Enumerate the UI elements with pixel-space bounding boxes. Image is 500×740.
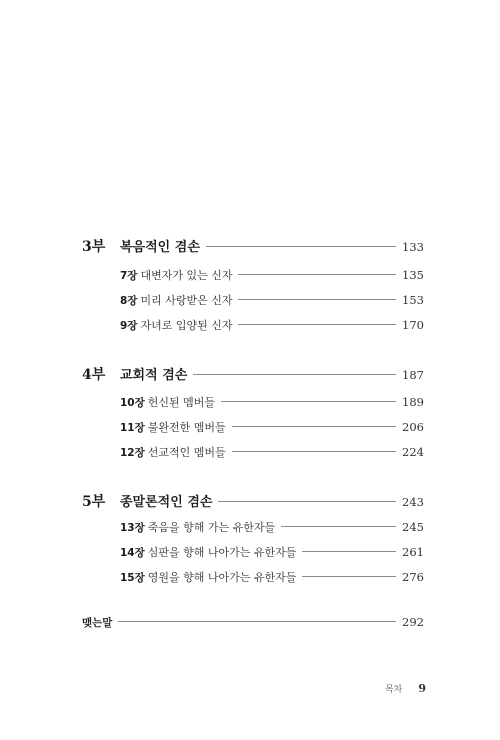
dot-leader (206, 246, 396, 247)
page-number: 153 (402, 293, 424, 307)
page-number: 245 (402, 520, 424, 534)
page-number: 170 (402, 318, 424, 332)
chapter-number: 14장 (120, 547, 145, 559)
dot-leader (118, 621, 396, 622)
dot-leader (302, 551, 396, 552)
dot-leader (281, 526, 396, 527)
part-title: 복음적인 겸손 (120, 240, 200, 255)
page-number: 224 (402, 445, 424, 459)
part-number: 3부 (82, 239, 106, 255)
chapter-number: 15장 (120, 572, 145, 584)
part-title: 교회적 겸손 (120, 368, 188, 383)
toc-chapter-11[interactable] (120, 419, 424, 435)
page-number: 133 (402, 240, 424, 254)
chapter-number: 9장 (120, 320, 138, 332)
dot-leader (238, 324, 396, 325)
dot-leader (232, 426, 396, 427)
dot-leader (193, 374, 396, 375)
dot-leader (218, 501, 396, 502)
page-number: 276 (402, 570, 424, 584)
chapter-title: 자녀로 입양된 신자 (140, 319, 233, 332)
chapter-number: 11장 (120, 422, 145, 434)
page-number: 206 (402, 420, 424, 434)
toc-chapter-14[interactable] (120, 544, 424, 560)
chapter-title: 영원을 향해 나아가는 유한자들 (147, 571, 297, 584)
part-title: 종말론적인 겸손 (120, 495, 213, 510)
page-number: 189 (402, 395, 424, 409)
toc-chapter-15[interactable] (120, 569, 424, 585)
chapter-title: 심판을 향해 나아가는 유한자들 (147, 546, 297, 559)
footer-page-number: 9 (418, 682, 426, 695)
page-number: 135 (402, 268, 424, 282)
footer-section-label: 목차 (384, 685, 403, 695)
toc-chapter-13[interactable] (120, 519, 424, 535)
chapter-title: 선교적인 멤버들 (147, 446, 226, 459)
closing-title: 맺는말 (82, 617, 113, 629)
dot-leader (221, 401, 396, 402)
dot-leader (238, 274, 396, 275)
chapter-title: 헌신된 멤버들 (147, 396, 216, 409)
dot-leader (302, 576, 396, 577)
dot-leader (238, 299, 396, 300)
dot-leader (232, 451, 396, 452)
chapter-number: 10장 (120, 397, 145, 409)
toc-closing[interactable] (82, 615, 424, 630)
toc-chapter-12[interactable] (120, 444, 424, 460)
part-number: 5부 (82, 494, 106, 510)
page-number: 243 (402, 495, 424, 509)
toc-chapter-7[interactable] (120, 267, 424, 283)
toc-part-4[interactable] (82, 364, 424, 384)
page-number: 261 (402, 545, 424, 559)
chapter-number: 7장 (120, 270, 138, 282)
chapter-number: 12장 (120, 447, 145, 459)
page-number: 187 (402, 368, 424, 382)
part-number: 4부 (82, 367, 106, 383)
page-footer (385, 682, 426, 695)
chapter-title: 대변자가 있는 신자 (140, 269, 233, 282)
toc-chapter-10[interactable] (120, 394, 424, 410)
chapter-title: 미리 사랑받은 신자 (140, 294, 233, 307)
chapter-number: 13장 (120, 522, 145, 534)
toc-chapter-9[interactable] (120, 317, 424, 333)
chapter-number: 8장 (120, 295, 138, 307)
toc-chapter-8[interactable] (120, 292, 424, 308)
chapter-title: 불완전한 멤버들 (147, 421, 226, 434)
chapter-title: 죽음을 향해 가는 유한자들 (147, 521, 276, 534)
page-number: 292 (402, 615, 424, 629)
toc-part-5[interactable] (82, 491, 424, 511)
toc-part-3[interactable] (82, 236, 424, 256)
